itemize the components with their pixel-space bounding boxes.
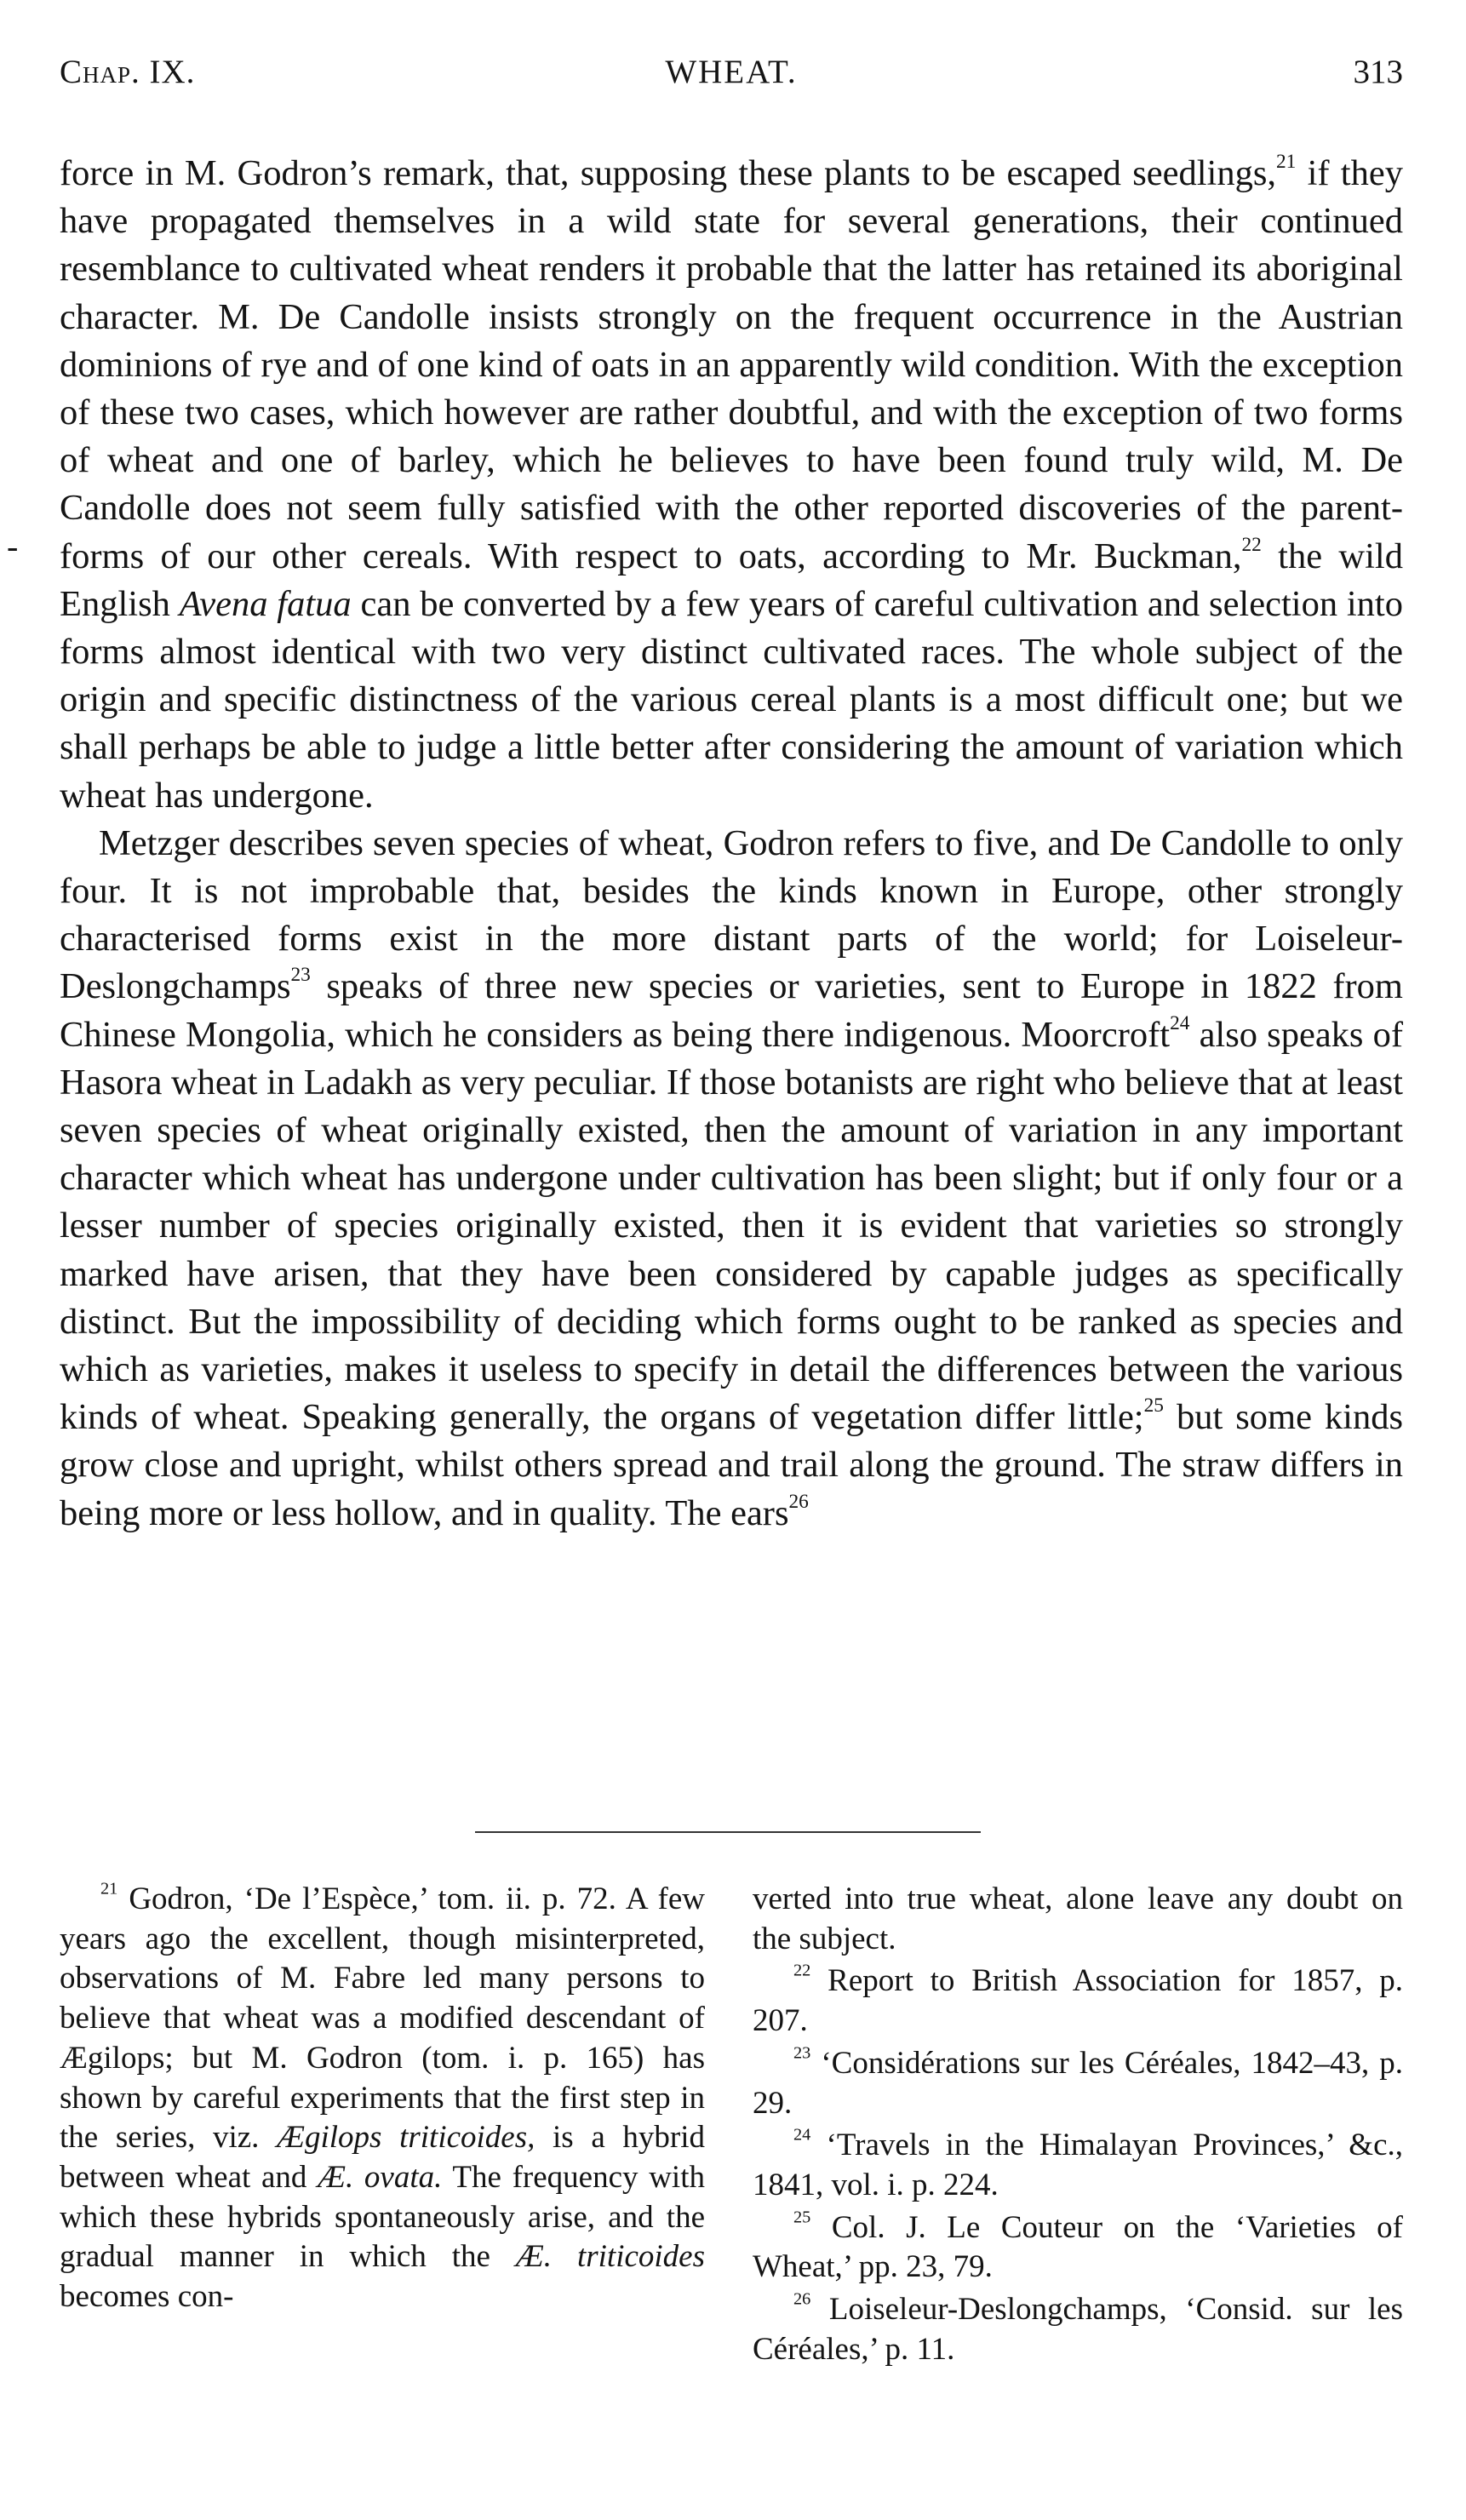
text-run: Metzger describes seven species of wheat, Godron refers to five, and De Candolle to only four. It is not improbable that, besides the kinds known in Europe, other strongly characterised forms exist in the more distant parts of the world; for Loiseleur-Deslongchamps xyxy=(60,822,1403,1007)
footnote-ref-23[interactable]: 23 xyxy=(290,964,311,987)
footnote-ref-22[interactable]: 22 xyxy=(1241,533,1262,556)
text-run: if they have propagated themselves in a wild state for several generations, their continued resemblance to cultivated wheat renders it probable that the latter has retained its aboriginal character. M. De Candolle insists strongly on the frequent occurrence in the Austrian dominions of rye and of one kind of oats in an apparently wild condition. With the exception of these two cases, which however are rather doubtful, and with the exception of two forms of wheat and one of barley, which he believes to have been found truly wild, M. De Candolle does not seem fully satisfied with the other reported discoveries of the parent-forms of our other cereals. With respect to oats, according to Mr. Buckman, xyxy=(60,153,1403,576)
footnotes-area xyxy=(0,1880,1466,2476)
footnotes-right-column xyxy=(753,1880,1403,2372)
text-run: force in M. Godron’s remark, that, supposing these plants to be escaped seedlings, xyxy=(60,153,1276,193)
footnote-text: ‘Considérations sur les Céréales, 1842–43, p. 29. xyxy=(753,2045,1403,2121)
chapter-label: Chap. IX. xyxy=(60,54,196,90)
footnote-26 xyxy=(753,2290,1403,2369)
footnote-ref-25[interactable]: 25 xyxy=(1143,1395,1164,1418)
footnote-number: 25 xyxy=(793,2208,811,2227)
italic-species-name: Æ. ovata. xyxy=(318,2159,443,2195)
page-number: 313 xyxy=(1353,54,1403,90)
italic-species-name: Ægilops triticoides, xyxy=(277,2120,535,2156)
text-run: can be converted by a few years of careful cultivation and selection into forms almost identical with two very distinct cultivated races. The whole subject of the origin and specific distinctness of the various cereal plants is a most difficult one; but we shall perhaps be able to judge a little better after considering the amount of variation which wheat has undergone. xyxy=(60,583,1403,816)
footnote-ref-24[interactable]: 24 xyxy=(1170,1011,1190,1034)
footnote-23 xyxy=(753,2044,1403,2123)
footnote-21-continued: verted into true wheat, alone leave any doubt on the subject. xyxy=(753,1881,1403,1956)
footnote-number: 22 xyxy=(793,1962,811,1981)
footnote-24 xyxy=(753,2126,1403,2205)
footnote-25 xyxy=(753,2208,1403,2288)
body-text xyxy=(60,150,1403,1538)
margin-mark: - xyxy=(7,527,19,565)
footnote-ref-21[interactable]: 21 xyxy=(1275,151,1297,174)
text-run: speaks of three new species or varieties, sent to Europe in 1822 from Chinese Mongolia, which he considers as being there indigenous. Moorcroft xyxy=(60,966,1403,1055)
footnote-number: 26 xyxy=(793,2289,811,2309)
footnote-21 xyxy=(60,1880,705,2317)
footnote-22 xyxy=(753,1962,1403,2041)
text-run: the wild English xyxy=(60,536,1403,624)
text-run: The frequency with which these hybrids spontaneously arise, and the gradual manner in which the xyxy=(60,2159,705,2275)
footnote-number: 21 xyxy=(100,1879,118,1899)
footnote-text: Col. J. Le Couteur on the ‘Varieties of Wheat,’ pp. 23, 79. xyxy=(753,2209,1403,2285)
footnote-text: Loiseleur-Deslongchamps, ‘Consid. sur les Céréales,’ p. 11. xyxy=(753,2292,1403,2367)
italic-species-name: Avena fatua xyxy=(179,583,352,624)
footnotes-left-column xyxy=(60,1880,705,2320)
paragraph-1 xyxy=(60,150,1403,820)
footnote-number: 24 xyxy=(793,2125,811,2145)
text-run: also speaks of Hasora wheat in Ladakh as very peculiar. If those botanists are right who believe that at least seven species of wheat originally existed, then the amount of variation in any important character which wheat has undergone under cultivation has been slight; but if only four or a lesser number of species originally existed, then it is evident that varieties so strongly marked have arisen, that they have been considered by capable judges as specifically distinct. But the impossibility of deciding which forms ought to be ranked as species and which as varieties, makes it useless to specify in detail the differences between the various kinds of wheat. Speaking generally, the organs of vegetation differ little; xyxy=(60,1014,1404,1438)
paragraph-2 xyxy=(60,820,1403,1538)
footnote-text: ‘Travels in the Himalayan Provinces,’ &c., 1841, vol. i. p. 224. xyxy=(753,2128,1403,2202)
italic-species-name: Æ. triticoides xyxy=(515,2239,705,2275)
text-run: but some kinds grow close and upright, whilst others spread and trail along the ground. The straw differs in being more or less hollow, and in quality. The ears xyxy=(60,1397,1403,1533)
text-run: becomes con- xyxy=(60,2279,234,2315)
page-title: WHEAT. xyxy=(665,54,798,90)
text-run: Godron, ‘De l’Espèce,’ tom. ii. p. 72. A few years ago the excellent, though misinterpreted, observations of M. Fabre led many persons to believe that wheat was a modified descendant of Ægilops; but M. Godron (tom. i. p. 165) has shown by careful experiments that the first step in the series, viz. xyxy=(60,1881,705,2156)
footnote-text: Report to British Association for 1857, p. 207. xyxy=(753,1963,1403,2039)
text-run: is a hybrid between wheat and xyxy=(60,2120,705,2195)
footnote-number: 23 xyxy=(793,2043,811,2063)
footnote-ref-26[interactable]: 26 xyxy=(788,1490,809,1513)
footnote-divider xyxy=(475,1831,981,1833)
running-header xyxy=(60,53,1403,112)
